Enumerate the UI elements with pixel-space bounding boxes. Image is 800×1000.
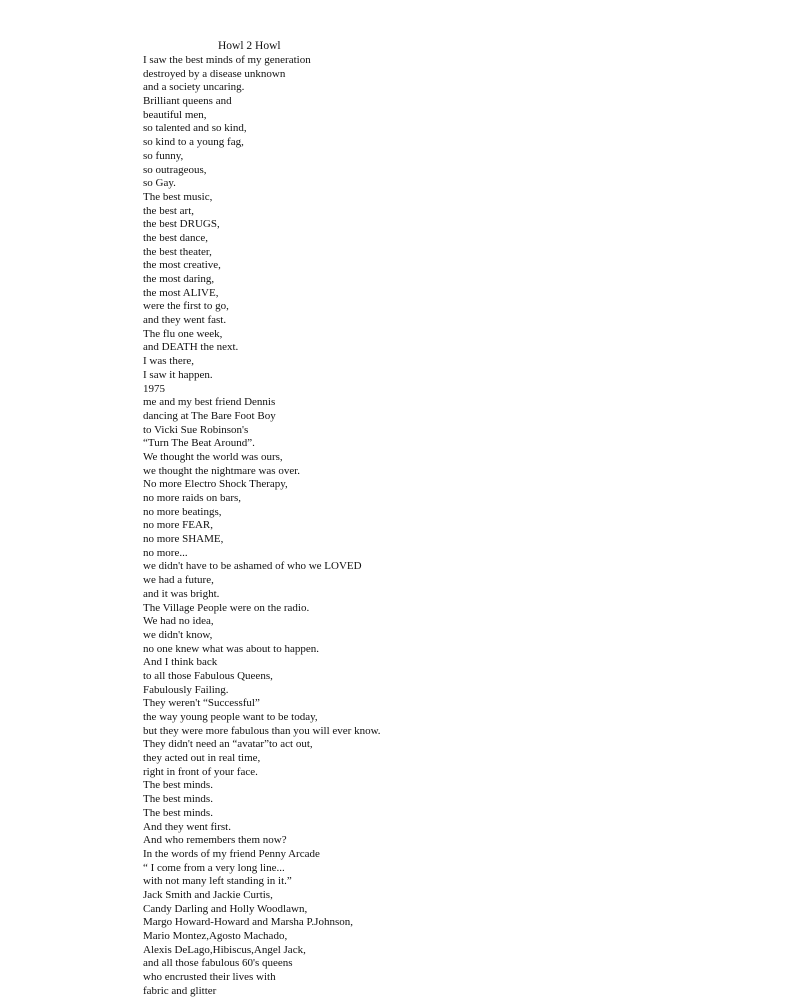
poem-line: so kind to a young fag,	[143, 136, 244, 149]
poem-line: we didn't know,	[143, 628, 213, 641]
poem-line: and a society uncaring.	[143, 81, 245, 94]
poem-line: Alexis DeLago,Hibiscus,Angel Jack,	[143, 943, 306, 956]
poem-line: The best minds.	[143, 806, 213, 819]
poem-line: were the first to go,	[143, 300, 229, 313]
poem-line: And I think back	[143, 656, 218, 669]
poem-line: the most creative,	[143, 259, 221, 272]
poem-line: No more Electro Shock Therapy,	[143, 478, 288, 491]
poem-line: the best DRUGS,	[143, 218, 220, 231]
poem-line: In the words of my friend Penny Arcade	[143, 847, 320, 860]
poem-line: And who remembers them now?	[143, 834, 287, 847]
poem-line: and DEATH the next.	[143, 341, 239, 354]
poem-line: so Gay.	[143, 177, 176, 190]
poem-line: 1975	[143, 382, 165, 395]
poem-line: The Village People were on the radio.	[143, 601, 310, 614]
poem-line: with not many left standing in it.”	[143, 875, 292, 888]
poem-line: no more FEAR,	[143, 519, 213, 532]
poem-line: the best art,	[143, 204, 195, 217]
poem-title: Howl 2 Howl	[218, 40, 281, 52]
poem-line: to all those Fabulous Queens,	[143, 669, 273, 682]
poem-line: beautiful men,	[143, 108, 207, 121]
poem-line: and they went fast.	[143, 314, 227, 327]
poem-line: we thought the nightmare was over.	[143, 464, 301, 477]
poem-line: right in front of your face.	[143, 765, 258, 778]
poem-line: Candy Darling and Holly Woodlawn,	[143, 902, 308, 915]
poem-line: no more raids on bars,	[143, 492, 242, 504]
poem-line: “ I come from a very long line...	[143, 861, 285, 874]
poem-line: I saw the best minds of my generation	[143, 54, 311, 66]
poem-line: The best minds.	[143, 793, 213, 806]
poem-line: who encrusted their lives with	[143, 971, 276, 984]
poem-line: no more SHAME,	[143, 533, 224, 546]
poem-line: The best minds.	[143, 779, 213, 792]
poem-line: the most daring,	[143, 273, 215, 285]
poem-line: so funny,	[143, 149, 184, 162]
poem-line: so outrageous,	[143, 163, 207, 176]
poem-line: I was there,	[143, 355, 195, 368]
poem-line: We thought the world was ours,	[143, 450, 283, 463]
poem-line: the best dance,	[143, 231, 209, 244]
poem-line: Jack Smith and Jackie Curtis,	[143, 888, 273, 901]
poem-line: so talented and so kind,	[143, 122, 247, 135]
poem-line: The best music,	[143, 190, 213, 203]
poem-line: no more beatings,	[143, 505, 222, 518]
poem-line: the most ALIVE,	[143, 286, 219, 299]
poem-line: but they were more fabulous than you will ever know.	[143, 724, 381, 737]
poem-line: they acted out in real time,	[143, 752, 261, 765]
poem-line: Margo Howard-Howard and Marsha P.Johnson,	[143, 916, 353, 929]
poem-line: destroyed by a disease unknown	[143, 67, 286, 80]
poem-line: Mario Montez,Agosto Machado,	[143, 930, 288, 942]
poem-body	[143, 54, 381, 998]
poem-line: we had a future,	[143, 574, 214, 587]
poem-line: dancing at The Bare Foot Boy	[143, 409, 276, 422]
poem-line: Fabulously Failing.	[143, 683, 229, 696]
poem-line: no one knew what was about to happen.	[143, 642, 319, 655]
poem-line: We had no idea,	[143, 615, 214, 628]
poem-line: no more...	[143, 546, 188, 559]
poem-line: and all those fabulous 60's queens	[143, 957, 293, 970]
poem-line: to Vicki Sue Robinson's	[143, 423, 249, 436]
poem-line: They weren't “Successful”	[143, 697, 260, 710]
poem-line: “Turn The Beat Around”.	[143, 437, 255, 450]
poem-line: me and my best friend Dennis	[143, 396, 276, 409]
poem-line: Brilliant queens and	[143, 95, 232, 108]
poem-line: and it was bright.	[143, 587, 220, 600]
poem-line: the way young people want to be today,	[143, 711, 318, 723]
poem-line: I saw it happen.	[143, 368, 213, 381]
poem-line: we didn't have to be ashamed of who we LOVED	[143, 560, 362, 573]
poem-line: fabric and glitter	[143, 984, 217, 997]
poem-line: They didn't need an “avatar”to act out,	[143, 738, 313, 751]
poem-line: the best theater,	[143, 245, 212, 258]
poem-line: And they went first.	[143, 820, 231, 833]
poem-line: The flu one week,	[143, 327, 223, 340]
